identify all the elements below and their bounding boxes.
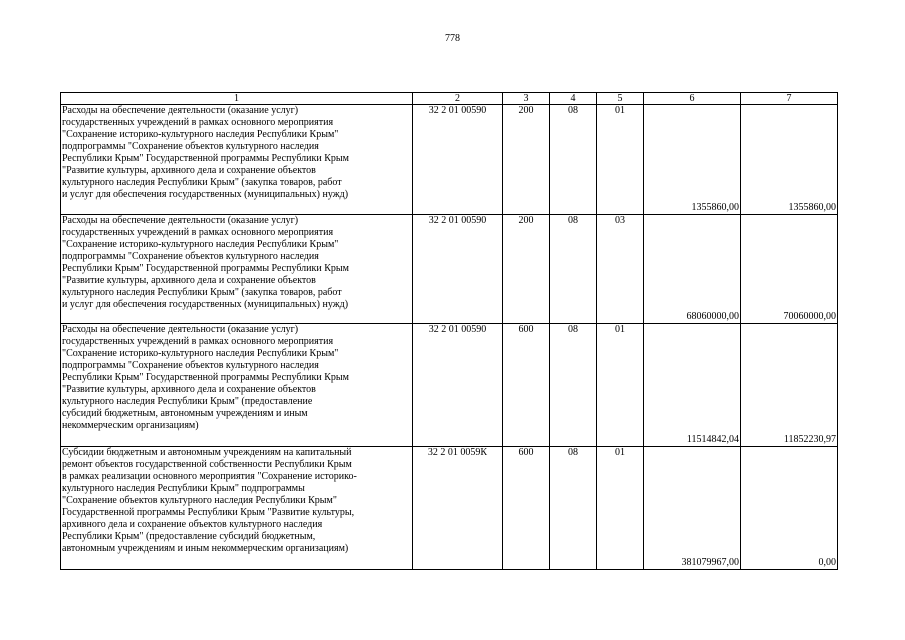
row-section: 08 [550, 105, 597, 215]
row-amount-1: 1355860,00 [644, 105, 741, 215]
row-expense-type: 600 [503, 324, 550, 447]
row-description: Расходы на обеспечение деятельности (оказание услуг) государственных учреждений в рамках основного мероприятия "Сохранение историко-культурного наследия Республики Крым" подпрограммы "Сохранение объектов культурного наследия Республики Крым" Государственной программы Республики Крым "Развитие культуры, архивного дела и сохранение объектов культурного наследия Республики Крым" (предоставление субсидий бюджетным, автономным учреждениям и иным некоммерческим организациям) [61, 324, 413, 447]
table-row [61, 215, 838, 324]
row-expense-type: 200 [503, 215, 550, 324]
row-description: Расходы на обеспечение деятельности (оказание услуг) государственных учреждений в рамках основного мероприятия "Сохранение историко-культурного наследия Республики Крым" подпрограммы "Сохранение объектов культурного наследия Республики Крым" Государственной программы Республики Крым "Развитие культуры, архивного дела и сохранение объектов культурного наследия Республики Крым" (закупка товаров, работ и услуг для обеспечения государственных (муниципальных) нужд) [61, 105, 413, 215]
column-header: 6 [644, 93, 741, 105]
row-target-code: 32 2 01 00590 [413, 215, 503, 324]
row-amount-1: 68060000,00 [644, 215, 741, 324]
column-header: 7 [741, 93, 838, 105]
row-expense-type: 200 [503, 105, 550, 215]
row-amount-2: 0,00 [741, 447, 838, 570]
row-section: 08 [550, 215, 597, 324]
column-header: 1 [61, 93, 413, 105]
row-amount-2: 11852230,97 [741, 324, 838, 447]
row-amount-1: 11514842,04 [644, 324, 741, 447]
table-header-row [61, 93, 838, 105]
row-description: Расходы на обеспечение деятельности (оказание услуг) государственных учреждений в рамках основного мероприятия "Сохранение историко-культурного наследия Республики Крым" подпрограммы "Сохранение объектов культурного наследия Республики Крым" Государственной программы Республики Крым "Развитие культуры, архивного дела и сохранение объектов культурного наследия Республики Крым" (закупка товаров, работ и услуг для обеспечения государственных (муниципальных) нужд) [61, 215, 413, 324]
row-subsection: 01 [597, 105, 644, 215]
column-header: 4 [550, 93, 597, 105]
row-amount-1: 381079967,00 [644, 447, 741, 570]
column-header: 3 [503, 93, 550, 105]
row-expense-type: 600 [503, 447, 550, 570]
table-row [61, 447, 838, 570]
row-description: Субсидии бюджетным и автономным учреждениям на капитальный ремонт объектов государственной собственности Республики Крым в рамках реализации основного мероприятия "Сохранение историко- культурного наследия Республики Крым" подпрограммы "Сохранение объектов культурного наследия Республики Крым" Государственной программы Республики Крым "Развитие культуры, архивного дела и сохранение объектов культурного наследия Республики Крым" (предоставление субсидий бюджетным, автономным учреждениям и иным некоммерческим организациям) [61, 447, 413, 570]
row-subsection: 01 [597, 447, 644, 570]
row-subsection: 01 [597, 324, 644, 447]
row-section: 08 [550, 447, 597, 570]
table-row [61, 324, 838, 447]
budget-table [60, 92, 838, 570]
row-target-code: 32 2 01 00590 [413, 105, 503, 215]
page-number: 778 [445, 33, 460, 44]
column-header: 2 [413, 93, 503, 105]
row-amount-2: 70060000,00 [741, 215, 838, 324]
row-section: 08 [550, 324, 597, 447]
row-amount-2: 1355860,00 [741, 105, 838, 215]
table-row [61, 105, 838, 215]
row-target-code: 32 2 01 0059К [413, 447, 503, 570]
row-subsection: 03 [597, 215, 644, 324]
column-header: 5 [597, 93, 644, 105]
row-target-code: 32 2 01 00590 [413, 324, 503, 447]
